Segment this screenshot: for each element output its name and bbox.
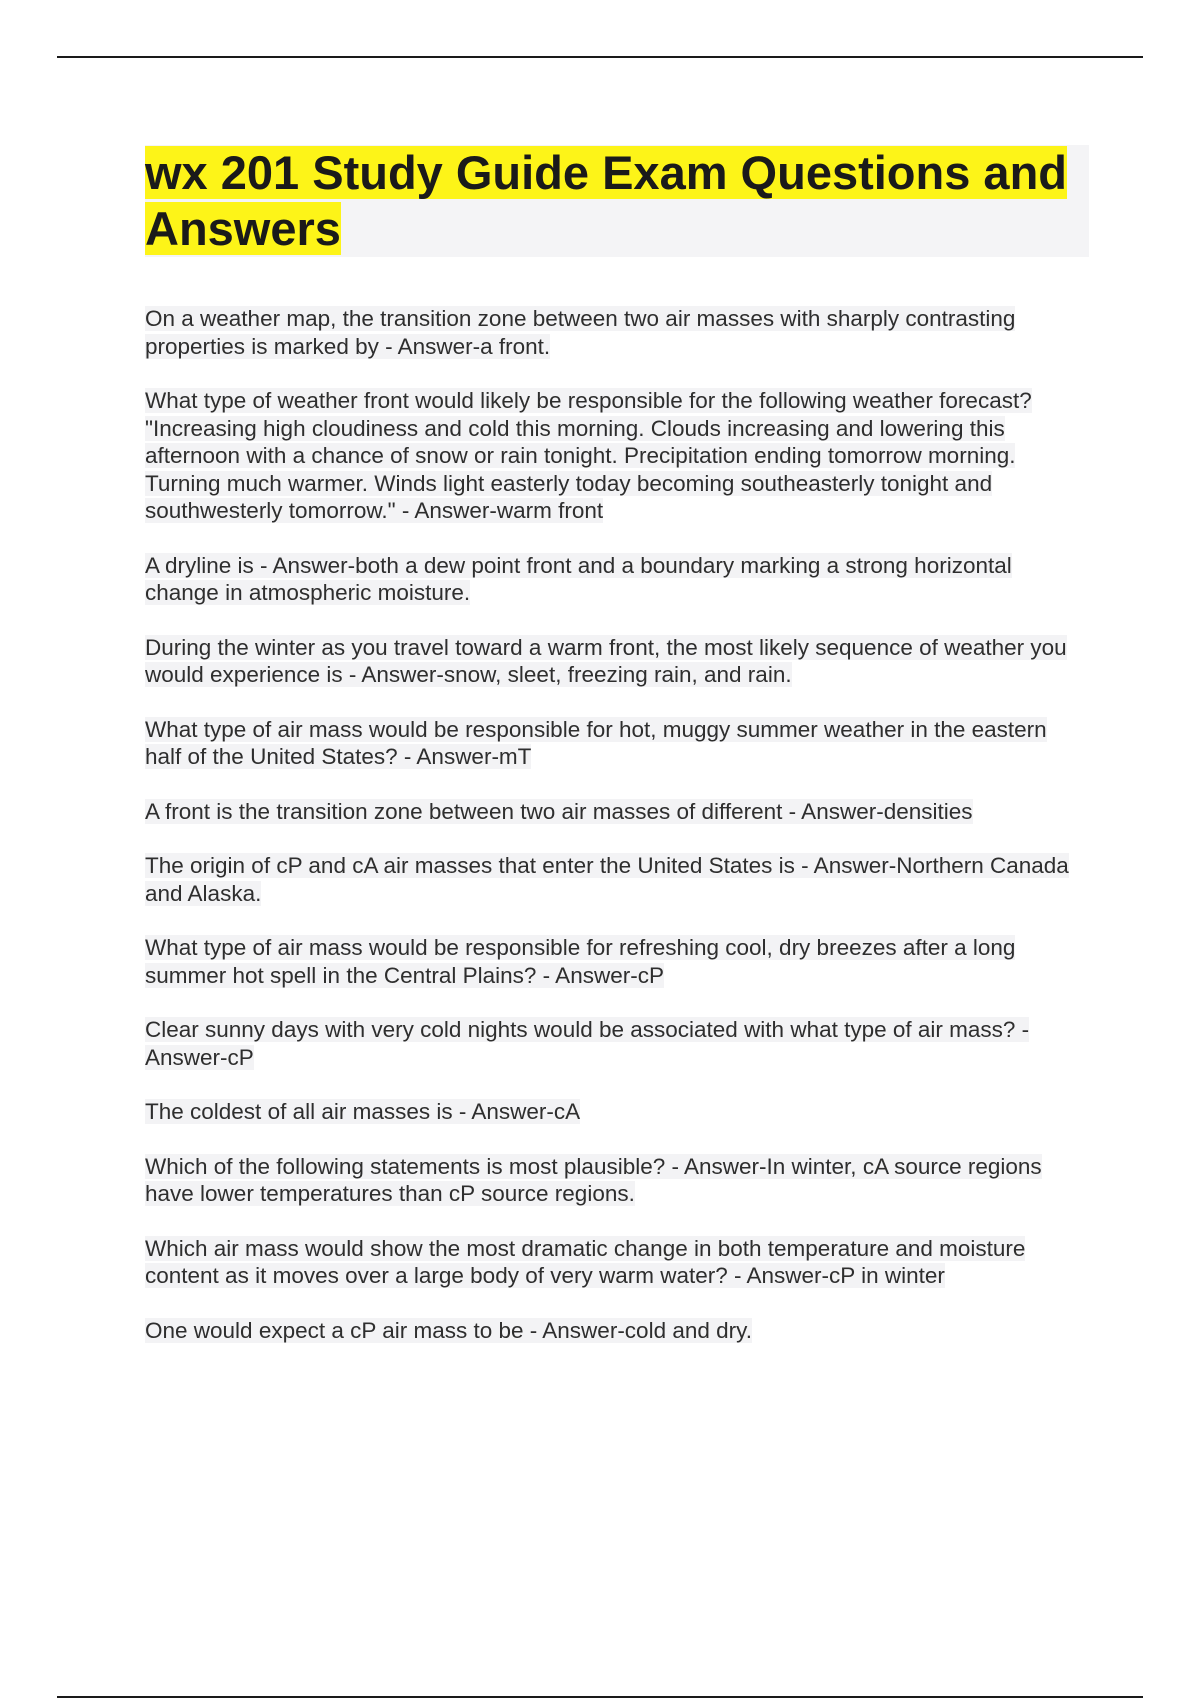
qa-text-10: The coldest of all air masses is - Answer-cA: [145, 1099, 581, 1124]
qa-text-12: Which air mass would show the most dramatic change in both temperature and moisture content as it moves over a large body of very warm water? - Answer-cP in winter: [145, 1235, 1026, 1288]
document-title: [145, 145, 1089, 257]
qa-item-3: [145, 552, 1089, 607]
document-body: [145, 145, 1089, 1371]
qa-item-1: [145, 305, 1089, 360]
title-block: [145, 145, 1089, 257]
qa-text-9: Clear sunny days with very cold nights would be associated with what type of air mass? - Answer-cP: [145, 1017, 1030, 1070]
qa-list: [145, 305, 1089, 1344]
qa-text-2: What type of weather front would likely be responsible for the following weather forecast? "Increasing high cloudiness and cold this morning. Clouds increasing and lowering this afternoon with a chance of snow or rain tonight. Precipitation ending tomorrow morning. Turning much warmer. Winds light easterly today becoming southeasterly tonight and southwesterly tomorrow." - Answer-warm front: [145, 388, 1032, 523]
qa-text-1: On a weather map, the transition zone between two air masses with sharply contrasting properties is marked by - Answer-a front.: [145, 306, 1016, 359]
qa-item-10: [145, 1098, 1089, 1126]
document-title-text: wx 201 Study Guide Exam Questions and Answers: [145, 146, 1067, 255]
qa-item-5: [145, 716, 1089, 771]
qa-item-4: [145, 634, 1089, 689]
qa-text-7: The origin of cP and cA air masses that enter the United States is - Answer-Northern Canada and Alaska.: [145, 853, 1069, 906]
qa-text-5: What type of air mass would be responsible for hot, muggy summer weather in the eastern half of the United States? - Answer-mT: [145, 716, 1047, 769]
qa-text-11: Which of the following statements is most plausible? - Answer-In winter, cA source regions have lower temperatures than cP source regions.: [145, 1153, 1042, 1206]
qa-item-12: [145, 1235, 1089, 1290]
bottom-rule: [57, 1696, 1143, 1698]
qa-text-4: During the winter as you travel toward a warm front, the most likely sequence of weather you would experience is - Answer-snow, sleet, freezing rain, and rain.: [145, 634, 1067, 687]
qa-item-11: [145, 1153, 1089, 1208]
qa-item-6: [145, 798, 1089, 826]
qa-item-9: [145, 1016, 1089, 1071]
qa-item-13: [145, 1317, 1089, 1345]
qa-text-8: What type of air mass would be responsible for refreshing cool, dry breezes after a long summer hot spell in the Central Plains? - Answer-cP: [145, 935, 1016, 988]
qa-item-7: [145, 852, 1089, 907]
qa-text-3: A dryline is - Answer-both a dew point front and a boundary marking a strong horizontal change in atmospheric moisture.: [145, 552, 1012, 605]
qa-item-2: [145, 387, 1089, 525]
qa-text-13: One would expect a cP air mass to be - Answer-cold and dry.: [145, 1317, 752, 1343]
qa-item-8: [145, 934, 1089, 989]
top-rule: [57, 56, 1143, 58]
qa-text-6: A front is the transition zone between two air masses of different - Answer-densities: [145, 798, 973, 824]
